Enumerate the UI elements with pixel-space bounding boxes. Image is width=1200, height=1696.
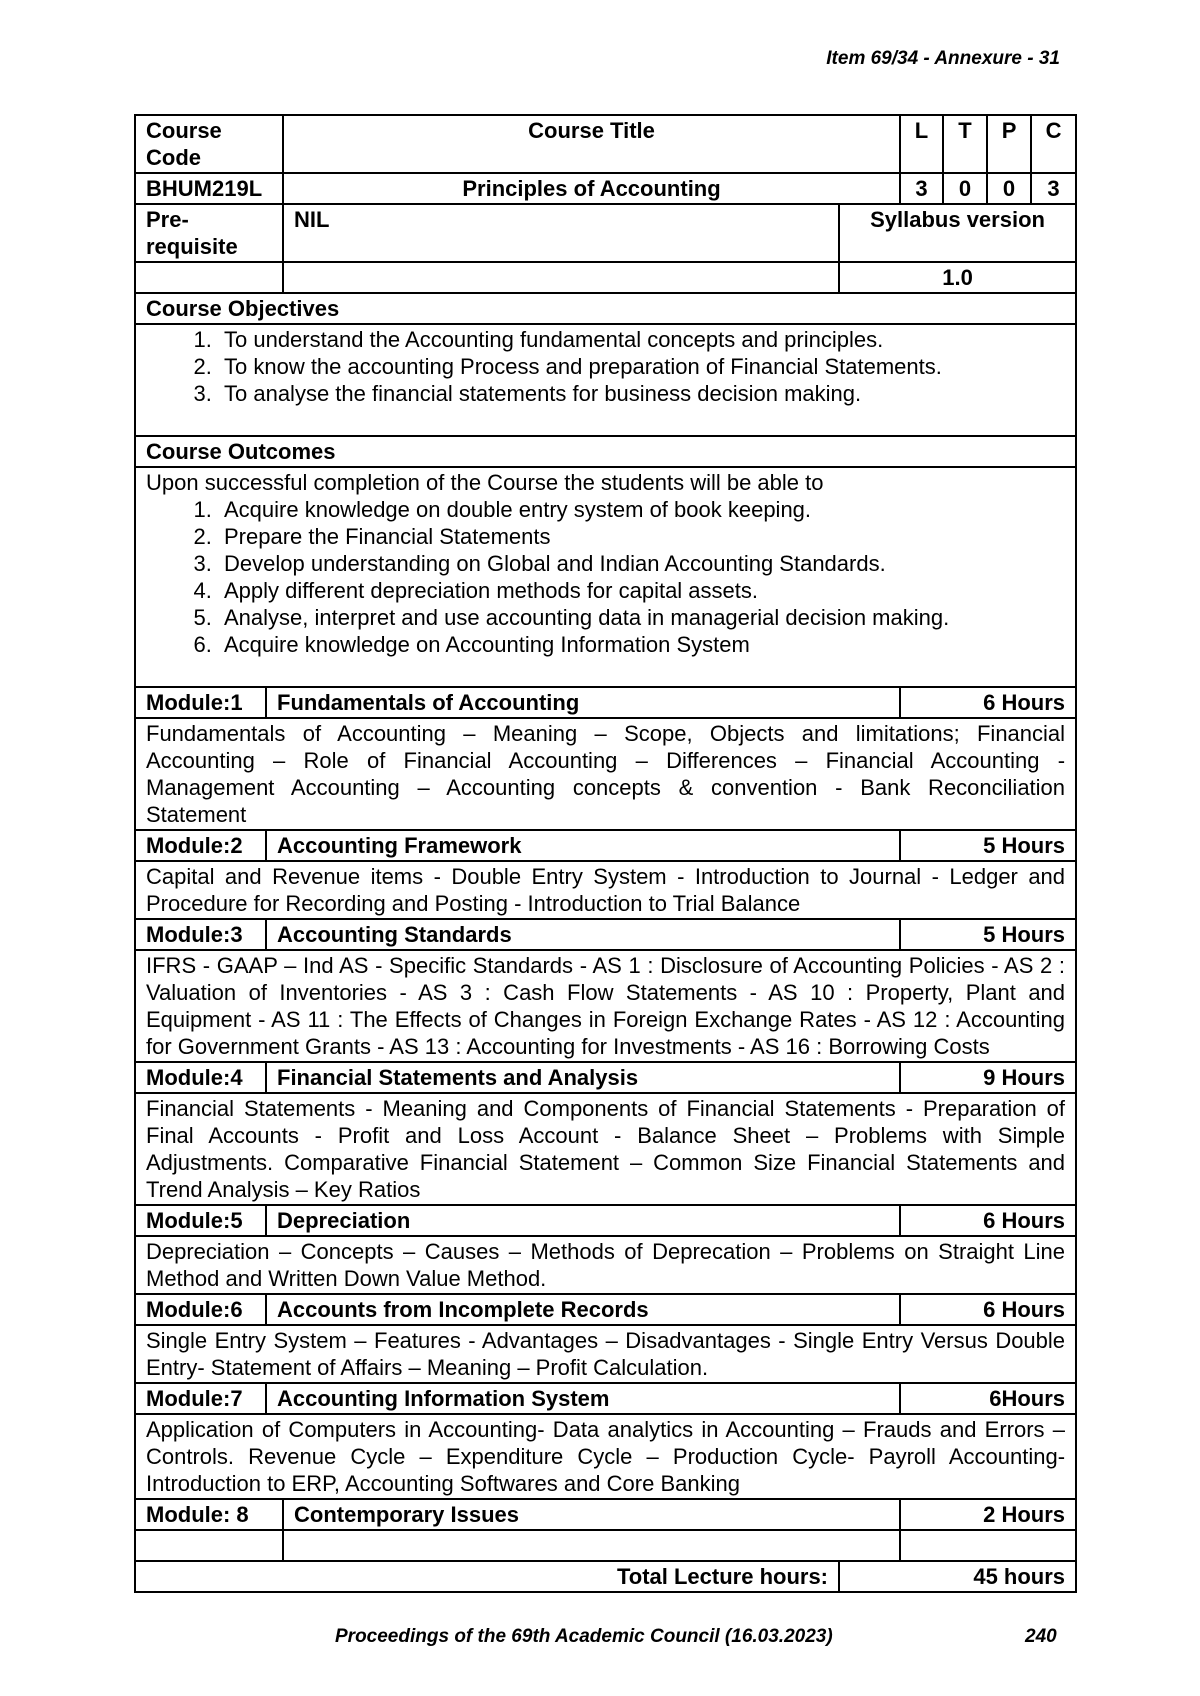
outcome-item: 1. Acquire knowledge on double entry system of book keeping. — [218, 496, 1065, 523]
module-header-row — [135, 1205, 1076, 1236]
empty-cell — [900, 1530, 1076, 1561]
module-label: Module:6 — [135, 1294, 266, 1325]
course-code-label: Course Code — [135, 115, 283, 173]
empty-row — [135, 1530, 1076, 1561]
footer-proceedings: Proceedings of the 69th Academic Council (16.03.2023) — [335, 1626, 833, 1647]
prerequisite-value: NIL — [283, 204, 839, 262]
t-value: 0 — [943, 173, 987, 204]
syllabus-version-value: 1.0 — [839, 262, 1076, 293]
prerequisite-row — [135, 204, 1076, 262]
l-value: 3 — [900, 173, 943, 204]
page-number: 240 — [1025, 1626, 1057, 1647]
module-content: Depreciation – Concepts – Causes – Methods of Deprecation – Problems on Straight Line Method and Written Down Value Method. — [135, 1236, 1076, 1294]
objective-item: 3. To analyse the financial statements for business decision making. — [218, 380, 1065, 407]
t-label: T — [943, 115, 987, 173]
outcome-item: 2. Prepare the Financial Statements — [218, 523, 1065, 550]
module-content: Single Entry System – Features - Advantages – Disadvantages - Single Entry Versus Double Entry- Statement of Affairs – Meaning – Profit Calculation. — [135, 1325, 1076, 1383]
module-header-row — [135, 1383, 1076, 1414]
outcome-item: 4. Apply different depreciation methods for capital assets. — [218, 577, 1065, 604]
syllabus-version-label: Syllabus version — [839, 204, 1076, 262]
module-label: Module:3 — [135, 919, 266, 950]
module-content: IFRS - GAAP – Ind AS - Specific Standards - AS 1 : Disclosure of Accounting Policies - AS 2 : Valuation of Inventories - AS 3 : Cash Flow Statements - AS 10 : Property, Plant and Equipment - AS 11 : The Effects of Changes in Foreign Exchange Rates - AS 12 : Accounting for Government Grants - AS 13 : Accounting for Investments - AS 16 : Borrowing Costs — [135, 950, 1076, 1062]
module-title: Accounting Framework — [266, 830, 900, 861]
module-title: Fundamentals of Accounting — [266, 687, 900, 718]
module-header-row — [135, 830, 1076, 861]
module-hours: 2 Hours — [900, 1499, 1076, 1530]
module-header-row — [135, 1294, 1076, 1325]
module-hours: 9 Hours — [900, 1062, 1076, 1093]
outcome-item: 3. Develop understanding on Global and Indian Accounting Standards. — [218, 550, 1065, 577]
empty-cell — [135, 1530, 283, 1561]
module-title: Depreciation — [266, 1205, 900, 1236]
empty-cell — [283, 1530, 900, 1561]
module-header-row — [135, 1499, 1076, 1530]
c-value: 3 — [1031, 173, 1076, 204]
module-hours: 5 Hours — [900, 830, 1076, 861]
course-header-row — [135, 115, 1076, 173]
module-label: Module:2 — [135, 830, 266, 861]
p-value: 0 — [987, 173, 1031, 204]
module-label: Module:4 — [135, 1062, 266, 1093]
module-header-row — [135, 687, 1076, 718]
module-title: Financial Statements and Analysis — [266, 1062, 900, 1093]
module-content: Fundamentals of Accounting – Meaning – Scope, Objects and limitations; Financial Accounting – Role of Financial Accounting – Differences – Financial Accounting - Management Accounting – Accounting concepts & convention - Bank Reconciliation Statement — [135, 718, 1076, 830]
module-hours: 5 Hours — [900, 919, 1076, 950]
objectives-list — [146, 326, 1065, 407]
empty-cell — [283, 262, 839, 293]
module-title: Contemporary Issues — [283, 1499, 900, 1530]
outcome-item: 6. Acquire knowledge on Accounting Information System — [218, 631, 1065, 658]
outcomes-list — [146, 496, 1065, 658]
outcomes-content — [135, 467, 1076, 687]
module-label: Module:5 — [135, 1205, 266, 1236]
module-label: Module:7 — [135, 1383, 266, 1414]
module-title: Accounts from Incomplete Records — [266, 1294, 900, 1325]
syllabus-version-row — [135, 262, 1076, 293]
objectives-content — [135, 324, 1076, 436]
syllabus-table — [134, 114, 1077, 1593]
module-content: Application of Computers in Accounting- Data analytics in Accounting – Frauds and Errors – Controls. Revenue Cycle – Expenditure Cycle – Production Cycle- Payroll Accounting- Introduction to ERP, Accounting Softwares and Core Banking — [135, 1414, 1076, 1499]
module-title: Accounting Information System — [266, 1383, 900, 1414]
outcomes-heading: Course Outcomes — [135, 436, 1076, 467]
total-label: Total Lecture hours: — [135, 1561, 839, 1592]
outcomes-intro: Upon successful completion of the Course the students will be able to — [146, 470, 824, 495]
module-hours: 6 Hours — [900, 1205, 1076, 1236]
objective-item: 1. To understand the Accounting fundamental concepts and principles. — [218, 326, 1065, 353]
objective-item: 2. To know the accounting Process and preparation of Financial Statements. — [218, 353, 1065, 380]
total-value: 45 hours — [839, 1561, 1076, 1592]
outcome-item: 5. Analyse, interpret and use accounting data in managerial decision making. — [218, 604, 1065, 631]
empty-cell — [135, 262, 283, 293]
module-header-row — [135, 1062, 1076, 1093]
prerequisite-label: Pre-requisite — [135, 204, 283, 262]
c-label: C — [1031, 115, 1076, 173]
module-header-row — [135, 919, 1076, 950]
module-hours: 6 Hours — [900, 687, 1076, 718]
module-label: Module: 8 — [135, 1499, 283, 1530]
course-title: Principles of Accounting — [283, 173, 900, 204]
course-code: BHUM219L — [135, 173, 283, 204]
module-content: Capital and Revenue items - Double Entry System - Introduction to Journal - Ledger and Procedure for Recording and Posting - Introduction to Trial Balance — [135, 861, 1076, 919]
course-values-row — [135, 173, 1076, 204]
module-title: Accounting Standards — [266, 919, 900, 950]
annexure-reference: Item 69/34 - Annexure - 31 — [826, 48, 1060, 69]
p-label: P — [987, 115, 1031, 173]
module-content: Financial Statements - Meaning and Components of Financial Statements - Preparation of Final Accounts - Profit and Loss Account - Balance Sheet – Problems with Simple Adjustments. Comparative Financial Statement – Common Size Financial Statements and Trend Analysis – Key Ratios — [135, 1093, 1076, 1205]
course-title-label: Course Title — [283, 115, 900, 173]
module-hours: 6Hours — [900, 1383, 1076, 1414]
objectives-heading: Course Objectives — [135, 293, 1076, 324]
module-hours: 6 Hours — [900, 1294, 1076, 1325]
module-label: Module:1 — [135, 687, 266, 718]
total-row — [135, 1561, 1076, 1592]
l-label: L — [900, 115, 943, 173]
